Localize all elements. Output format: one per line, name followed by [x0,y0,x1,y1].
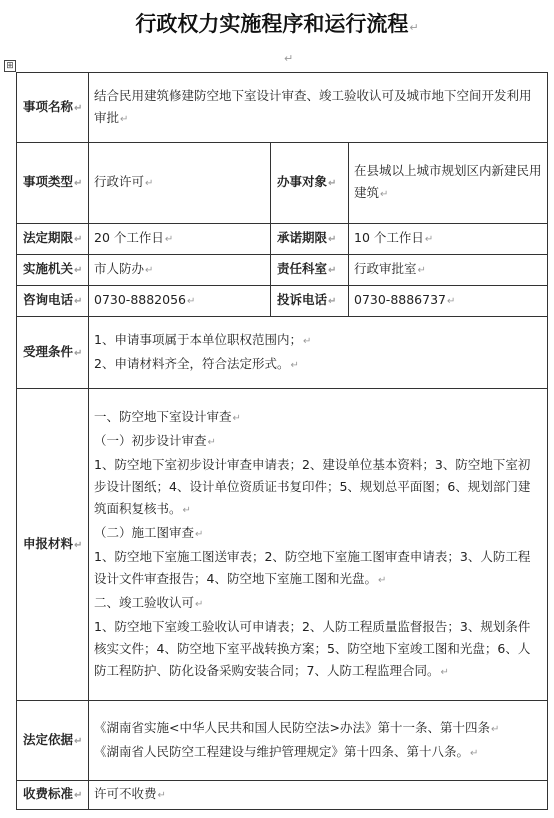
row-basis [17,701,548,781]
row-fee [17,781,548,810]
basis-line: 《湖南省实施<中华人民共和国人民防空法>办法》第十一条、第十四条↵ [94,719,500,735]
conditions-value [89,317,548,389]
row-conditions [17,317,548,389]
basis-value [89,701,548,781]
item-type-label: 事项类型↵ [17,143,89,224]
item-type-value: 行政许可↵ [89,143,271,224]
consult-phone-value: 0730-8882056↵ [89,286,271,317]
row-agency [17,255,548,286]
item-name-label: 事项名称↵ [17,73,89,143]
promised-period-label: 承诺期限↵ [271,224,349,255]
promised-period-value: 10 个工作日↵ [349,224,548,255]
complaint-phone-value: 0730-8886737↵ [349,286,548,317]
material-line: 二、竣工验收认可↵ [94,594,204,610]
legal-period-value: 20 个工作日↵ [89,224,271,255]
material-line: 1、防空地下室竣工验收认可申请表；2、人防工程质量监督报告；3、规划条件核实文件；4、防空地下室平战转换方案；5、防空地下室竣工图和光盘；6、人防工程防护、防化设备采购安装合同；7、人防工程监理合同。↵ [94,618,531,678]
materials-value [89,389,548,701]
row-materials [17,389,548,701]
agency-value: 市人防办↵ [89,255,271,286]
material-line: （一）初步设计审查↵ [94,432,216,448]
consult-phone-label: 咨询电话↵ [17,286,89,317]
document-title: 行政权力实施程序和运行流程↵ [135,11,419,36]
agency-label: 实施机关↵ [17,255,89,286]
fee-value: 许可不收费↵ [89,781,548,810]
complaint-phone-label: 投诉电话↵ [271,286,349,317]
basis-label: 法定依据↵ [17,701,89,781]
target-label: 办事对象↵ [271,143,349,224]
material-line: 一、防空地下室设计审查↵ [94,408,241,424]
row-item-type [17,143,548,224]
target-value: 在县城以上城市规划区内新建民用建筑↵ [349,143,548,224]
table-move-handle-icon[interactable]: ⊞ [4,60,16,72]
row-period [17,224,548,255]
row-item-name [17,73,548,143]
materials-label: 申报材料↵ [17,389,89,701]
item-name-value: 结合民用建筑修建防空地下室设计审查、竣工验收认可及城市地下空间开发利用审批↵ [89,73,548,143]
basis-line: 《湖南省人民防空工程建设与维护管理规定》第十四条、第十八条。↵ [94,743,479,759]
dept-value: 行政审批室↵ [349,255,548,286]
dept-label: 责任科室↵ [271,255,349,286]
paragraph-mark: ↵ [284,52,294,65]
material-line: （二）施工图审查↵ [94,524,204,540]
process-table [16,72,548,810]
conditions-label: 受理条件↵ [17,317,89,389]
legal-period-label: 法定期限↵ [17,224,89,255]
condition-line: 1、申请事项属于本单位职权范围内；↵ [94,331,312,347]
material-line: 1、防空地下室施工图送审表；2、防空地下室施工图审查申请表；3、人防工程设计文件审查报告；4、防空地下室施工图和光盘。↵ [94,548,531,586]
material-line: 1、防空地下室初步设计审查申请表；2、建设单位基本资料；3、防空地下室初步设计图纸；4、设计单位资质证书复印件；5、规划总平面图；6、规划部门建筑面积复核书。↵ [94,456,531,516]
row-phone [17,286,548,317]
condition-line: 2、申请材料齐全，符合法定形式。↵ [94,355,299,371]
fee-label: 收费标准↵ [17,781,89,810]
